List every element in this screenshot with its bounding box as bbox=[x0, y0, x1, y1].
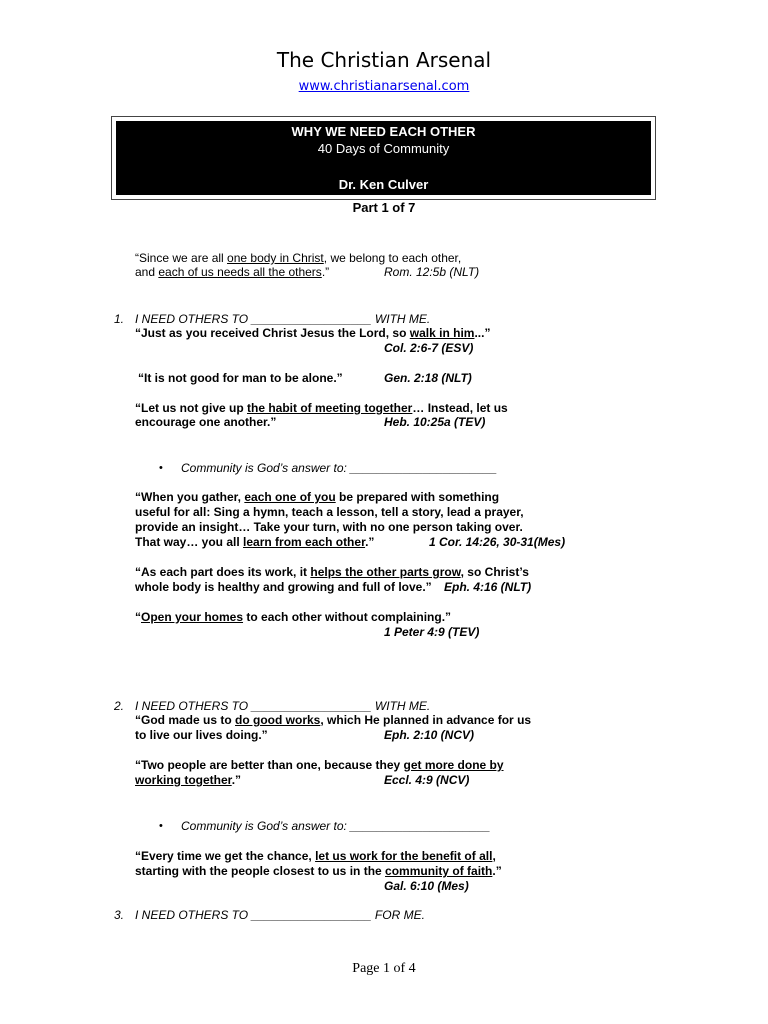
section-2-heading: I NEED OTHERS TO __________________ WITH ME. bbox=[135, 699, 431, 713]
section-1-verse-4-line3: provide an insight… Take your turn, with no one person taking over. bbox=[135, 520, 523, 534]
section-2-verse-3-reference: Gal. 6:10 (Mes) bbox=[384, 879, 469, 893]
section-1-verse-1: “Just as you received Christ Jesus the Lord, so walk in him...” bbox=[135, 326, 491, 340]
bullet-dot-icon: • bbox=[159, 462, 163, 474]
section-1-verse-4-line2: useful for all: Sing a hymn, teach a lesson, tell a story, lead a prayer, bbox=[135, 505, 524, 519]
section-1-verse-5-reference: Eph. 4:16 (NLT) bbox=[444, 580, 532, 594]
section-1-verse-3-line2: encourage one another.” bbox=[135, 415, 277, 429]
site-url-link[interactable]: www.christianarsenal.com bbox=[298, 79, 470, 94]
page-number: Page 1 of 4 bbox=[352, 961, 416, 976]
section-2-verse-3-line2: starting with the people closest to us in the community of faith.” bbox=[135, 864, 502, 878]
site-title: The Christian Arsenal bbox=[276, 48, 492, 72]
section-1-verse-5-line1: “As each part does its work, it helps the other parts grow, so Christ’s bbox=[135, 565, 529, 579]
intro-verse-line1: “Since we are all one body in Christ, we belong to each other, bbox=[135, 251, 462, 265]
title-banner bbox=[111, 116, 656, 200]
section-3-heading: I NEED OTHERS TO __________________ FOR ME. bbox=[135, 908, 425, 922]
section-2-bullet-text: Community is God’s answer to: _____________________ bbox=[181, 819, 491, 833]
bullet-dot-icon: • bbox=[159, 820, 163, 832]
intro-verse-reference: Rom. 12:5b (NLT) bbox=[384, 265, 480, 279]
section-3-number: 3. bbox=[114, 908, 125, 922]
intro-verse-line2: and each of us needs all the others.” bbox=[135, 265, 330, 279]
section-1-verse-4-line1: “When you gather, each one of you be prepared with something bbox=[135, 490, 500, 504]
section-1-number: 1. bbox=[114, 312, 125, 326]
section-1-verse-6: “Open your homes to each other without complaining.” bbox=[135, 610, 452, 624]
section-1-heading: I NEED OTHERS TO __________________ WITH ME. bbox=[135, 312, 431, 326]
section-1-verse-3-reference: Heb. 10:25a (TEV) bbox=[384, 415, 486, 429]
section-1-verse-2: “It is not good for man to be alone.” bbox=[138, 371, 343, 385]
sermon-title: WHY WE NEED EACH OTHER bbox=[291, 124, 476, 139]
section-1-bullet-text: Community is God’s answer to: ______________________ bbox=[181, 461, 497, 475]
section-1-verse-4-reference: 1 Cor. 14:26, 30-31(Mes) bbox=[429, 535, 566, 549]
section-2-verse-2-line1: “Two people are better than one, because they get more done by bbox=[135, 758, 504, 772]
section-2-verse-2-line2: working together.” bbox=[135, 773, 242, 787]
section-1-verse-4-line4: That way… you all learn from each other.” bbox=[135, 535, 375, 549]
part-label: Part 1 of 7 bbox=[352, 200, 416, 215]
section-2-verse-1-reference: Eph. 2:10 (NCV) bbox=[384, 728, 475, 742]
sermon-series: 40 Days of Community bbox=[317, 141, 450, 156]
section-1-verse-5-line2: whole body is healthy and growing and full of love.” bbox=[135, 580, 432, 594]
section-1-verse-6-reference: 1 Peter 4:9 (TEV) bbox=[384, 625, 480, 639]
section-2-verse-1-line1: “God made us to do good works, which He planned in advance for us bbox=[135, 713, 532, 727]
section-2-verse-1-line2: to live our lives doing.” bbox=[135, 728, 268, 742]
section-1-verse-3-line1: “Let us not give up the habit of meeting together… Instead, let us bbox=[135, 401, 508, 415]
sermon-author: Dr. Ken Culver bbox=[338, 177, 429, 192]
section-2-number: 2. bbox=[114, 699, 125, 713]
section-1-verse-2-reference: Gen. 2:18 (NLT) bbox=[384, 371, 472, 385]
section-1-verse-1-reference: Col. 2:6-7 (ESV) bbox=[384, 341, 474, 355]
section-2-verse-3-line1: “Every time we get the chance, let us work for the benefit of all, bbox=[135, 849, 496, 863]
section-2-verse-2-reference: Eccl. 4:9 (NCV) bbox=[384, 773, 470, 787]
title-banner-fill bbox=[116, 121, 651, 195]
